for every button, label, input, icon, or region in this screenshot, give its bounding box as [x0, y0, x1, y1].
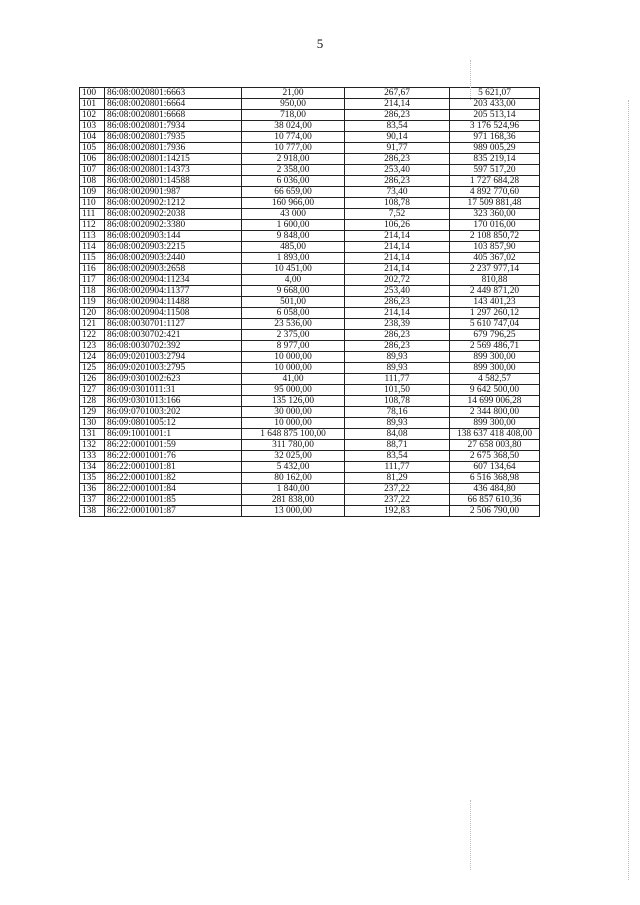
- area-cell: 501,00: [242, 297, 345, 308]
- cadastral-number-cell: 86:08:0020801:7935: [105, 132, 242, 143]
- cadastral-number-cell: 86:08:0020902:2038: [105, 209, 242, 220]
- rate-cell: 214,14: [345, 264, 450, 275]
- area-cell: 281 838,00: [242, 495, 345, 506]
- rate-cell: 286,23: [345, 154, 450, 165]
- rate-cell: 214,14: [345, 231, 450, 242]
- table-row: [80, 396, 540, 407]
- table-body: [80, 88, 540, 517]
- table-row: [80, 242, 540, 253]
- cadastral-value-cell: 835 219,14: [450, 154, 540, 165]
- cadastral-number-cell: 86:22:0001001:82: [105, 473, 242, 484]
- margin-scan-line: [470, 800, 471, 870]
- cadastral-value-cell: 2 569 486,71: [450, 341, 540, 352]
- cadastral-value-cell: 4 892 770,60: [450, 187, 540, 198]
- cadastral-value-cell: 323 360,00: [450, 209, 540, 220]
- area-cell: 718,00: [242, 110, 345, 121]
- rate-cell: 111,77: [345, 462, 450, 473]
- area-cell: 311 780,00: [242, 440, 345, 451]
- cadastral-number-cell: 86:09:0701003:202: [105, 407, 242, 418]
- cadastral-value-cell: 66 857 610,36: [450, 495, 540, 506]
- table-row: [80, 418, 540, 429]
- rate-cell: 286,23: [345, 176, 450, 187]
- cadastral-number-cell: 86:22:0001001:87: [105, 506, 242, 517]
- row-number-cell: 126: [80, 374, 105, 385]
- cadastral-value-cell: 607 134,64: [450, 462, 540, 473]
- area-cell: 1 600,00: [242, 220, 345, 231]
- rate-cell: 111,77: [345, 374, 450, 385]
- cadastral-number-cell: 86:09:0201003:2795: [105, 363, 242, 374]
- cadastral-value-cell: 203 433,00: [450, 99, 540, 110]
- rate-cell: 214,14: [345, 308, 450, 319]
- cadastral-value-cell: 989 005,29: [450, 143, 540, 154]
- row-number-cell: 100: [80, 88, 105, 99]
- area-cell: 32 025,00: [242, 451, 345, 462]
- area-cell: 160 966,00: [242, 198, 345, 209]
- rate-cell: 286,23: [345, 330, 450, 341]
- rate-cell: 267,67: [345, 88, 450, 99]
- cadastral-value-cell: 1 297 260,12: [450, 308, 540, 319]
- area-cell: 9 668,00: [242, 286, 345, 297]
- table-row: [80, 495, 540, 506]
- area-cell: 1 840,00: [242, 484, 345, 495]
- row-number-cell: 101: [80, 99, 105, 110]
- table-row: [80, 352, 540, 363]
- table-row: [80, 330, 540, 341]
- cadastral-number-cell: 86:08:0020903:144: [105, 231, 242, 242]
- row-number-cell: 114: [80, 242, 105, 253]
- cadastral-value-cell: 436 484,80: [450, 484, 540, 495]
- area-cell: 43 000: [242, 209, 345, 220]
- area-cell: 10 000,00: [242, 418, 345, 429]
- row-number-cell: 133: [80, 451, 105, 462]
- table-row: [80, 374, 540, 385]
- cadastral-number-cell: 86:09:0301002:623: [105, 374, 242, 385]
- row-number-cell: 105: [80, 143, 105, 154]
- rate-cell: 89,93: [345, 418, 450, 429]
- table-row: [80, 429, 540, 440]
- table-row: [80, 110, 540, 121]
- cadastral-number-cell: 86:08:0020801:6668: [105, 110, 242, 121]
- table-row: [80, 308, 540, 319]
- table-row: [80, 198, 540, 209]
- margin-scan-line: [628, 100, 629, 880]
- row-number-cell: 122: [80, 330, 105, 341]
- cadastral-number-cell: 86:08:0020801:7936: [105, 143, 242, 154]
- area-cell: 135 126,00: [242, 396, 345, 407]
- rate-cell: 202,72: [345, 275, 450, 286]
- rate-cell: 83,54: [345, 451, 450, 462]
- area-cell: 38 024,00: [242, 121, 345, 132]
- rate-cell: 106,26: [345, 220, 450, 231]
- row-number-cell: 103: [80, 121, 105, 132]
- area-cell: 6 058,00: [242, 308, 345, 319]
- row-number-cell: 132: [80, 440, 105, 451]
- row-number-cell: 120: [80, 308, 105, 319]
- row-number-cell: 137: [80, 495, 105, 506]
- rate-cell: 237,22: [345, 495, 450, 506]
- cadastral-value-cell: 405 367,02: [450, 253, 540, 264]
- row-number-cell: 138: [80, 506, 105, 517]
- cadastral-value-cell: 103 857,90: [450, 242, 540, 253]
- table-row: [80, 462, 540, 473]
- rate-cell: 192,83: [345, 506, 450, 517]
- table-row: [80, 484, 540, 495]
- cadastral-number-cell: 86:08:0020902:3380: [105, 220, 242, 231]
- cadastral-value-cell: 9 642 500,00: [450, 385, 540, 396]
- cadastral-value-cell: 1 727 684,28: [450, 176, 540, 187]
- area-cell: 80 162,00: [242, 473, 345, 484]
- area-cell: 2 375,00: [242, 330, 345, 341]
- cadastral-number-cell: 86:08:0020903:2658: [105, 264, 242, 275]
- cadastral-value-cell: 205 513,14: [450, 110, 540, 121]
- table-row: [80, 220, 540, 231]
- cadastral-value-cell: 6 516 368,98: [450, 473, 540, 484]
- rate-cell: 90,14: [345, 132, 450, 143]
- margin-scan-line: [470, 60, 471, 100]
- cadastral-number-cell: 86:22:0001001:81: [105, 462, 242, 473]
- cadastral-number-cell: 86:08:0020904:11508: [105, 308, 242, 319]
- rate-cell: 101,50: [345, 385, 450, 396]
- rate-cell: 83,54: [345, 121, 450, 132]
- cadastral-number-cell: 86:08:0020903:2215: [105, 242, 242, 253]
- cadastral-number-cell: 86:22:0001001:84: [105, 484, 242, 495]
- cadastral-number-cell: 86:08:0020801:6664: [105, 99, 242, 110]
- cadastral-value-cell: 5 621,07: [450, 88, 540, 99]
- table-row: [80, 231, 540, 242]
- cadastral-number-cell: 86:09:0201003:2794: [105, 352, 242, 363]
- area-cell: 41,00: [242, 374, 345, 385]
- cadastral-number-cell: 86:09:0301011:31: [105, 385, 242, 396]
- cadastral-value-cell: 810,88: [450, 275, 540, 286]
- cadastral-value-cell: 2 237 977,14: [450, 264, 540, 275]
- cadastral-value-cell: 597 517,20: [450, 165, 540, 176]
- rate-cell: 84,08: [345, 429, 450, 440]
- rate-cell: 89,93: [345, 363, 450, 374]
- row-number-cell: 102: [80, 110, 105, 121]
- area-cell: 66 659,00: [242, 187, 345, 198]
- area-cell: 30 000,00: [242, 407, 345, 418]
- row-number-cell: 108: [80, 176, 105, 187]
- row-number-cell: 128: [80, 396, 105, 407]
- area-cell: 2 918,00: [242, 154, 345, 165]
- cadastral-number-cell: 86:08:0020801:6663: [105, 88, 242, 99]
- cadastral-value-cell: 2 449 871,20: [450, 286, 540, 297]
- row-number-cell: 131: [80, 429, 105, 440]
- cadastral-value-cell: 2 344 800,00: [450, 407, 540, 418]
- area-cell: 21,00: [242, 88, 345, 99]
- area-cell: 4,00: [242, 275, 345, 286]
- area-cell: 10 777,00: [242, 143, 345, 154]
- cadastral-number-cell: 86:08:0020902:1212: [105, 198, 242, 209]
- cadastral-number-cell: 86:08:0020801:14588: [105, 176, 242, 187]
- cadastral-number-cell: 86:09:0801005:12: [105, 418, 242, 429]
- cadastral-number-cell: 86:09:1001001:1: [105, 429, 242, 440]
- row-number-cell: 104: [80, 132, 105, 143]
- rate-cell: 214,14: [345, 99, 450, 110]
- rate-cell: 73,40: [345, 187, 450, 198]
- rate-cell: 286,23: [345, 341, 450, 352]
- row-number-cell: 135: [80, 473, 105, 484]
- table-row: [80, 297, 540, 308]
- row-number-cell: 112: [80, 220, 105, 231]
- row-number-cell: 130: [80, 418, 105, 429]
- row-number-cell: 119: [80, 297, 105, 308]
- rate-cell: 237,22: [345, 484, 450, 495]
- table-row: [80, 319, 540, 330]
- rate-cell: 108,78: [345, 198, 450, 209]
- cadastral-value-cell: 2 506 790,00: [450, 506, 540, 517]
- cadastral-number-cell: 86:08:0030702:392: [105, 341, 242, 352]
- table-row: [80, 253, 540, 264]
- row-number-cell: 118: [80, 286, 105, 297]
- table-row: [80, 363, 540, 374]
- cadastral-value-cell: 4 582,57: [450, 374, 540, 385]
- area-cell: 10 000,00: [242, 363, 345, 374]
- area-cell: 1 648 875 100,00: [242, 429, 345, 440]
- area-cell: 8 977,00: [242, 341, 345, 352]
- area-cell: 10 000,00: [242, 352, 345, 363]
- table-row: [80, 506, 540, 517]
- cadastral-value-cell: 971 168,36: [450, 132, 540, 143]
- cadastral-number-cell: 86:08:0020801:14373: [105, 165, 242, 176]
- rate-cell: 286,23: [345, 297, 450, 308]
- rate-cell: 253,40: [345, 165, 450, 176]
- area-cell: 1 893,00: [242, 253, 345, 264]
- rate-cell: 238,39: [345, 319, 450, 330]
- cadastral-value-cell: 17 509 881,48: [450, 198, 540, 209]
- row-number-cell: 106: [80, 154, 105, 165]
- table-row: [80, 132, 540, 143]
- area-cell: 9 848,00: [242, 231, 345, 242]
- row-number-cell: 125: [80, 363, 105, 374]
- cadastral-number-cell: 86:08:0030701:1127: [105, 319, 242, 330]
- cadastral-value-cell: 170 016,00: [450, 220, 540, 231]
- area-cell: 23 536,00: [242, 319, 345, 330]
- area-cell: 950,00: [242, 99, 345, 110]
- table-row: [80, 341, 540, 352]
- table-row: [80, 209, 540, 220]
- table-row: [80, 286, 540, 297]
- row-number-cell: 110: [80, 198, 105, 209]
- row-number-cell: 134: [80, 462, 105, 473]
- row-number-cell: 113: [80, 231, 105, 242]
- rate-cell: 88,71: [345, 440, 450, 451]
- area-cell: 95 000,00: [242, 385, 345, 396]
- area-cell: 485,00: [242, 242, 345, 253]
- rate-cell: 7,52: [345, 209, 450, 220]
- cadastral-value-cell: 2 675 368,50: [450, 451, 540, 462]
- cadastral-value-table: [79, 87, 540, 517]
- rate-cell: 108,78: [345, 396, 450, 407]
- cadastral-number-cell: 86:08:0020904:11488: [105, 297, 242, 308]
- row-number-cell: 116: [80, 264, 105, 275]
- table-row: [80, 143, 540, 154]
- cadastral-value-cell: 899 300,00: [450, 352, 540, 363]
- table-row: [80, 275, 540, 286]
- row-number-cell: 107: [80, 165, 105, 176]
- cadastral-number-cell: 86:08:0030702:421: [105, 330, 242, 341]
- cadastral-value-cell: 14 699 006,28: [450, 396, 540, 407]
- cadastral-number-cell: 86:08:0020904:11234: [105, 275, 242, 286]
- row-number-cell: 111: [80, 209, 105, 220]
- row-number-cell: 117: [80, 275, 105, 286]
- table-row: [80, 440, 540, 451]
- area-cell: 10 451,00: [242, 264, 345, 275]
- cadastral-number-cell: 86:08:0020904:11377: [105, 286, 242, 297]
- cadastral-number-cell: 86:08:0020901:987: [105, 187, 242, 198]
- area-cell: 6 036,00: [242, 176, 345, 187]
- cadastral-number-cell: 86:22:0001001:59: [105, 440, 242, 451]
- table-row: [80, 154, 540, 165]
- table-row: [80, 99, 540, 110]
- rate-cell: 214,14: [345, 253, 450, 264]
- rate-cell: 214,14: [345, 242, 450, 253]
- rate-cell: 91,77: [345, 143, 450, 154]
- page-number: 5: [316, 36, 324, 51]
- table-row: [80, 407, 540, 418]
- table-row: [80, 385, 540, 396]
- table-row: [80, 165, 540, 176]
- table-row: [80, 176, 540, 187]
- row-number-cell: 121: [80, 319, 105, 330]
- table-row: [80, 121, 540, 132]
- cadastral-value-cell: 5 610 747,04: [450, 319, 540, 330]
- row-number-cell: 127: [80, 385, 105, 396]
- cadastral-value-cell: 899 300,00: [450, 363, 540, 374]
- row-number-cell: 123: [80, 341, 105, 352]
- area-cell: 5 432,00: [242, 462, 345, 473]
- cadastral-number-cell: 86:22:0001001:76: [105, 451, 242, 462]
- cadastral-value-cell: 899 300,00: [450, 418, 540, 429]
- table-row: [80, 473, 540, 484]
- rate-cell: 78,16: [345, 407, 450, 418]
- table-row: [80, 451, 540, 462]
- cadastral-value-cell: 679 796,25: [450, 330, 540, 341]
- cadastral-number-cell: 86:09:0301013:166: [105, 396, 242, 407]
- area-cell: 13 000,00: [242, 506, 345, 517]
- rate-cell: 89,93: [345, 352, 450, 363]
- rate-cell: 81,29: [345, 473, 450, 484]
- row-number-cell: 124: [80, 352, 105, 363]
- cadastral-number-cell: 86:22:0001001:85: [105, 495, 242, 506]
- table-row: [80, 264, 540, 275]
- row-number-cell: 129: [80, 407, 105, 418]
- table-row: [80, 187, 540, 198]
- cadastral-number-cell: 86:08:0020801:7934: [105, 121, 242, 132]
- rate-cell: 286,23: [345, 110, 450, 121]
- row-number-cell: 115: [80, 253, 105, 264]
- area-cell: 10 774,00: [242, 132, 345, 143]
- area-cell: 2 358,00: [242, 165, 345, 176]
- row-number-cell: 136: [80, 484, 105, 495]
- cadastral-value-cell: 138 637 418 408,00: [450, 429, 540, 440]
- cadastral-value-cell: 2 108 850,72: [450, 231, 540, 242]
- cadastral-number-cell: 86:08:0020801:14215: [105, 154, 242, 165]
- cadastral-value-cell: 143 401,23: [450, 297, 540, 308]
- cadastral-number-cell: 86:08:0020903:2440: [105, 253, 242, 264]
- cadastral-value-cell: 3 176 524,96: [450, 121, 540, 132]
- cadastral-value-cell: 27 658 003,80: [450, 440, 540, 451]
- rate-cell: 253,40: [345, 286, 450, 297]
- row-number-cell: 109: [80, 187, 105, 198]
